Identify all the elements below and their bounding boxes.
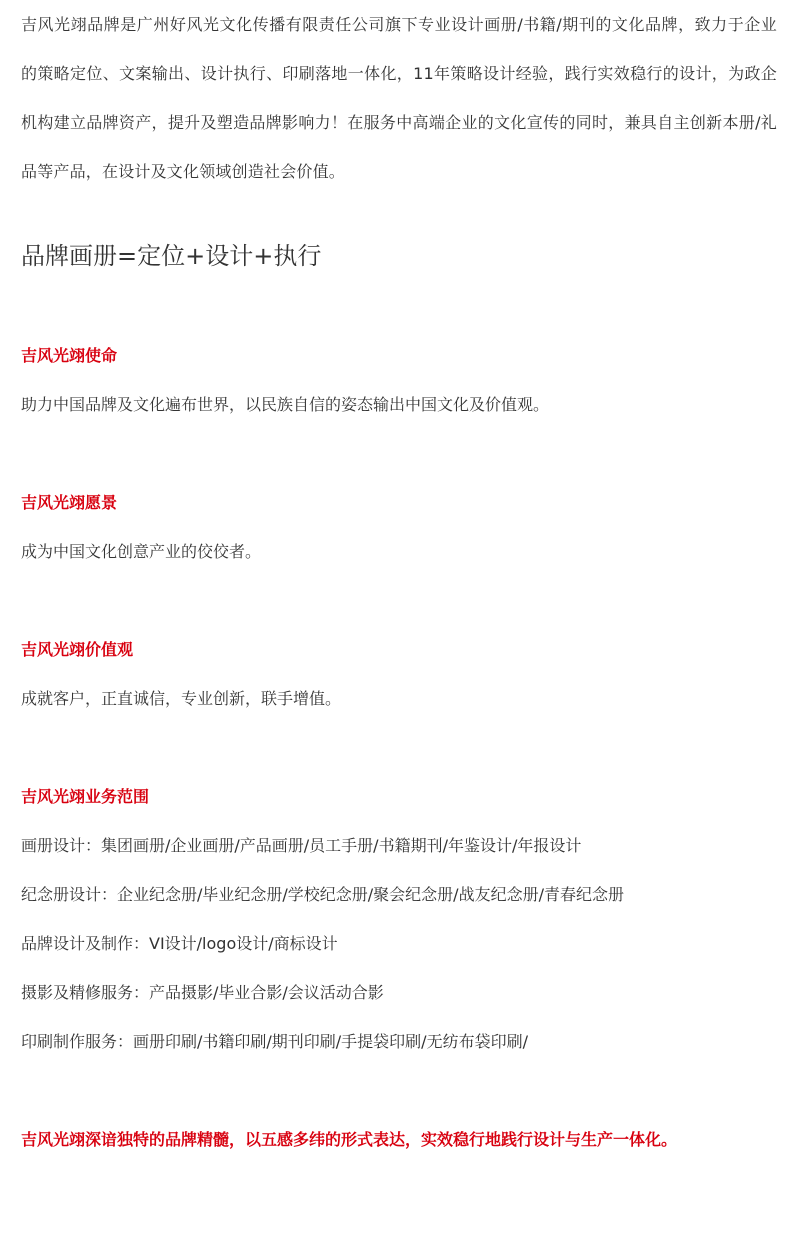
business-item-photography: 摄影及精修服务：产品摄影/毕业合影/会议活动合影: [21, 983, 384, 1002]
values-text: 成就客户，正直诚信，专业创新，联手增值。: [21, 689, 342, 708]
business-item-brand-design: 品牌设计及制作：VI设计/logo设计/商标设计: [21, 934, 338, 953]
brand-formula-heading: 品牌画册=定位+设计+执行: [21, 242, 322, 270]
closing-statement: 吉风光翊深谙独特的品牌精髓，以五感多纬的形式表达，实效稳行地践行设计与生产一体化。: [21, 1130, 678, 1149]
mission-text: 助力中国品牌及文化遍布世界，以民族自信的姿态输出中国文化及价值观。: [21, 395, 550, 414]
mission-title: 吉风光翊使命: [21, 346, 118, 365]
business-item-printing: 印刷制作服务：画册印刷/书籍印刷/期刊印刷/手提袋印刷/无纺布袋印刷/: [21, 1032, 528, 1051]
business-scope-title: 吉风光翊业务范围: [21, 787, 150, 806]
vision-text: 成为中国文化创意产业的佼佼者。: [21, 542, 262, 561]
vision-title: 吉风光翊愿景: [21, 493, 118, 512]
intro-paragraph: 吉风光翊品牌是广州好风光文化传播有限责任公司旗下专业设计画册/书籍/期刊的文化品牌，致力于企业的策略定位、文案输出、设计执行、印刷落地一体化，11年策略设计经验，践行实效稳行的设计，为政企机构建立品牌资产，提升及塑造品牌影响力！在服务中高端企业的文化宣传的同时，兼具自主创新本册/礼品等产品，在设计及文化领域创造社会价值。: [21, 15, 777, 181]
business-item-brochure: 画册设计：集团画册/企业画册/产品画册/员工手册/书籍期刊/年鉴设计/年报设计: [21, 836, 582, 855]
values-title: 吉风光翊价值观: [21, 640, 134, 659]
business-item-commemorative: 纪念册设计：企业纪念册/毕业纪念册/学校纪念册/聚会纪念册/战友纪念册/青春纪念册: [21, 885, 624, 904]
